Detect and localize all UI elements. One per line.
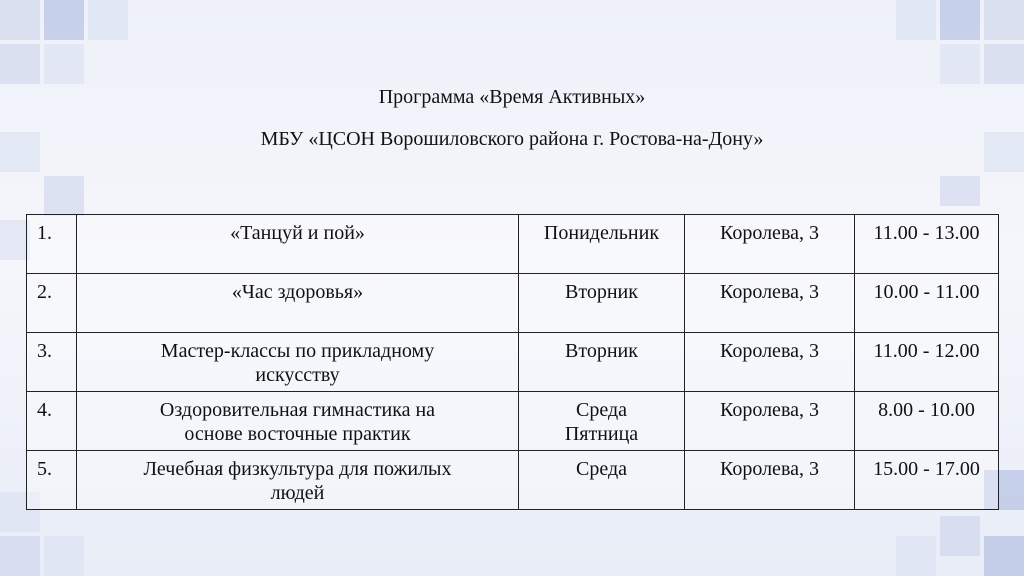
row-number: 4. [27,392,77,451]
program-days [519,274,685,333]
program-name-line: людей [270,482,325,504]
program-address: Королева, 3 [685,392,855,451]
program-name [77,451,519,510]
table-row [27,392,999,451]
program-name-line: «Час здоровья» [231,281,364,303]
program-name-line: основе восточные практик [184,423,411,445]
program-days-line: Вторник [565,281,638,303]
program-name-line: искусству [255,364,340,386]
program-time: 15.00 - 17.00 [855,451,999,510]
program-name [77,333,519,392]
row-number: 5. [27,451,77,510]
row-number: 1. [27,215,77,274]
program-address: Королева, 3 [685,451,855,510]
row-number: 2. [27,274,77,333]
table-row [27,451,999,510]
table-row [27,215,999,274]
schedule-table [26,214,999,510]
program-time: 11.00 - 12.00 [855,333,999,392]
program-name-line: Мастер-классы по прикладному [160,340,435,362]
program-name-line: Оздоровительная гимнастика на [159,399,436,421]
program-days-line: Вторник [565,340,638,362]
page-subtitle: МБУ «ЦСОН Ворошиловского района г. Ростова-на-Дону» [260,128,764,150]
program-name-line: Лечебная физкультура для пожилых [143,458,452,480]
table-row [27,274,999,333]
program-days-line: Среда [575,399,627,421]
program-days-line: Среда [575,458,627,480]
program-name [77,274,519,333]
program-days [519,215,685,274]
program-time: 8.00 - 10.00 [855,392,999,451]
program-days [519,333,685,392]
program-address: Королева, 3 [685,215,855,274]
program-days-line: Пятница [564,423,639,445]
program-days [519,392,685,451]
program-name-line: «Танцуй и пой» [230,222,365,244]
program-days-line: Понидельник [543,222,660,244]
program-time: 11.00 - 13.00 [855,215,999,274]
program-name [77,392,519,451]
row-number: 3. [27,333,77,392]
program-name [77,215,519,274]
table-row [27,333,999,392]
program-address: Королева, 3 [685,333,855,392]
page-title: Программа «Время Активных» [378,86,646,108]
program-address: Королева, 3 [685,274,855,333]
program-days [519,451,685,510]
program-time: 10.00 - 11.00 [855,274,999,333]
